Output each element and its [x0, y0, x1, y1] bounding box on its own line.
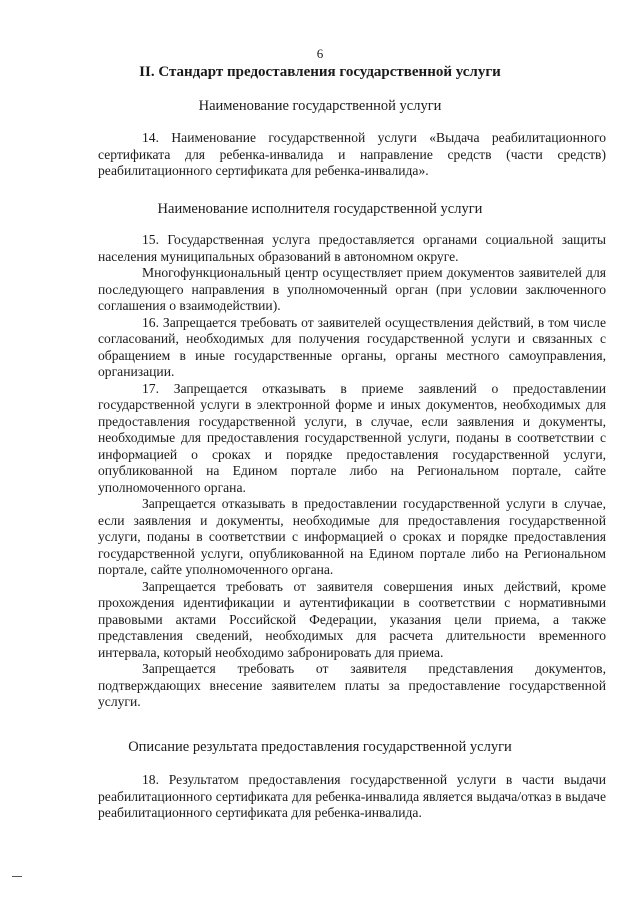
paragraph-17b: Запрещается отказывать в предоставлении государственной услуги в случае, если заявления и документы, необходимые для предоставления государственной услуги, поданы в соответствии с информацией о сроках и порядке предоставления государственной услуги, опубликованной на Едином портале либо на Региональном портале, сайте уполномоченного органа. — [98, 496, 606, 577]
subheading-result: Описание результата предоставления государственной услуги — [128, 739, 512, 755]
page-number: 6 — [316, 46, 324, 61]
paragraph-14: 14. Наименование государственной услуги «Выдача реабилитационного сертификата для ребенка-инвалида и направление средств (части средств) реабилитационного сертификата для ребенка-инвалида». — [98, 130, 606, 178]
block-para14 — [98, 130, 606, 180]
paragraph-17d: Запрещается требовать от заявителя представления документов, подтверждающих внесение заявителем платы за предоставление государственной услуги. — [98, 661, 606, 709]
paragraph-17c: Запрещается требовать от заявителя совершения иных действий, кроме прохождения идентификации и аутентификации в соответствии с нормативными правовыми актами Российской Федерации, указания цели приема, а также представления сведений, необходимых для расчета длительности временного интервала, который необходимо забронировать для приема. — [98, 578, 606, 660]
paragraph-17: 17. Запрещается отказывать в приеме заявлений о предоставлении государственной услуги в электронной форме и иных документов, необходимых для предоставления государственной услуги, в случае, если заявления и документы, необходимые для предоставления государственной услуги, поданы в соответствии с информацией о сроках и порядке предоставления государственной услуги, опубликованной на Едином портале либо на Региональном портале, сайте уполномоченного органа. — [98, 380, 606, 495]
paragraph-15: 15. Государственная услуга предоставляется органами социальной защиты населения муниципальных образований в автономном округе. — [98, 232, 606, 264]
paragraph-16: 16. Запрещается требовать от заявителей осуществления действий, в том числе согласований, необходимых для получения государственной услуги и связанных с обращением в иные государственные органы, органы местного самоуправления, организации. — [98, 314, 606, 379]
paragraph-15b: Многофункциональный центр осуществляет прием документов заявителей для последующего направления в уполномоченный орган (при условии заключенного соглашения о взаимодействии). — [98, 265, 606, 313]
paragraph-18: 18. Результатом предоставления государственной услуги в части выдачи реабилитационного сертификата для ребенка-инвалида является выдача/отказ в выдаче реабилитационного сертификата для ребенка-инвалида. — [98, 772, 606, 820]
block-para18 — [98, 772, 606, 822]
subheading-executor: Наименование исполнителя государственной услуги — [157, 201, 483, 217]
subheading-service-name: Наименование государственной услуги — [198, 98, 442, 114]
block-para15-17 — [98, 232, 606, 711]
margin-mark — [12, 876, 22, 877]
section-title: II. Стандарт предоставления государственной услуги — [139, 64, 501, 80]
